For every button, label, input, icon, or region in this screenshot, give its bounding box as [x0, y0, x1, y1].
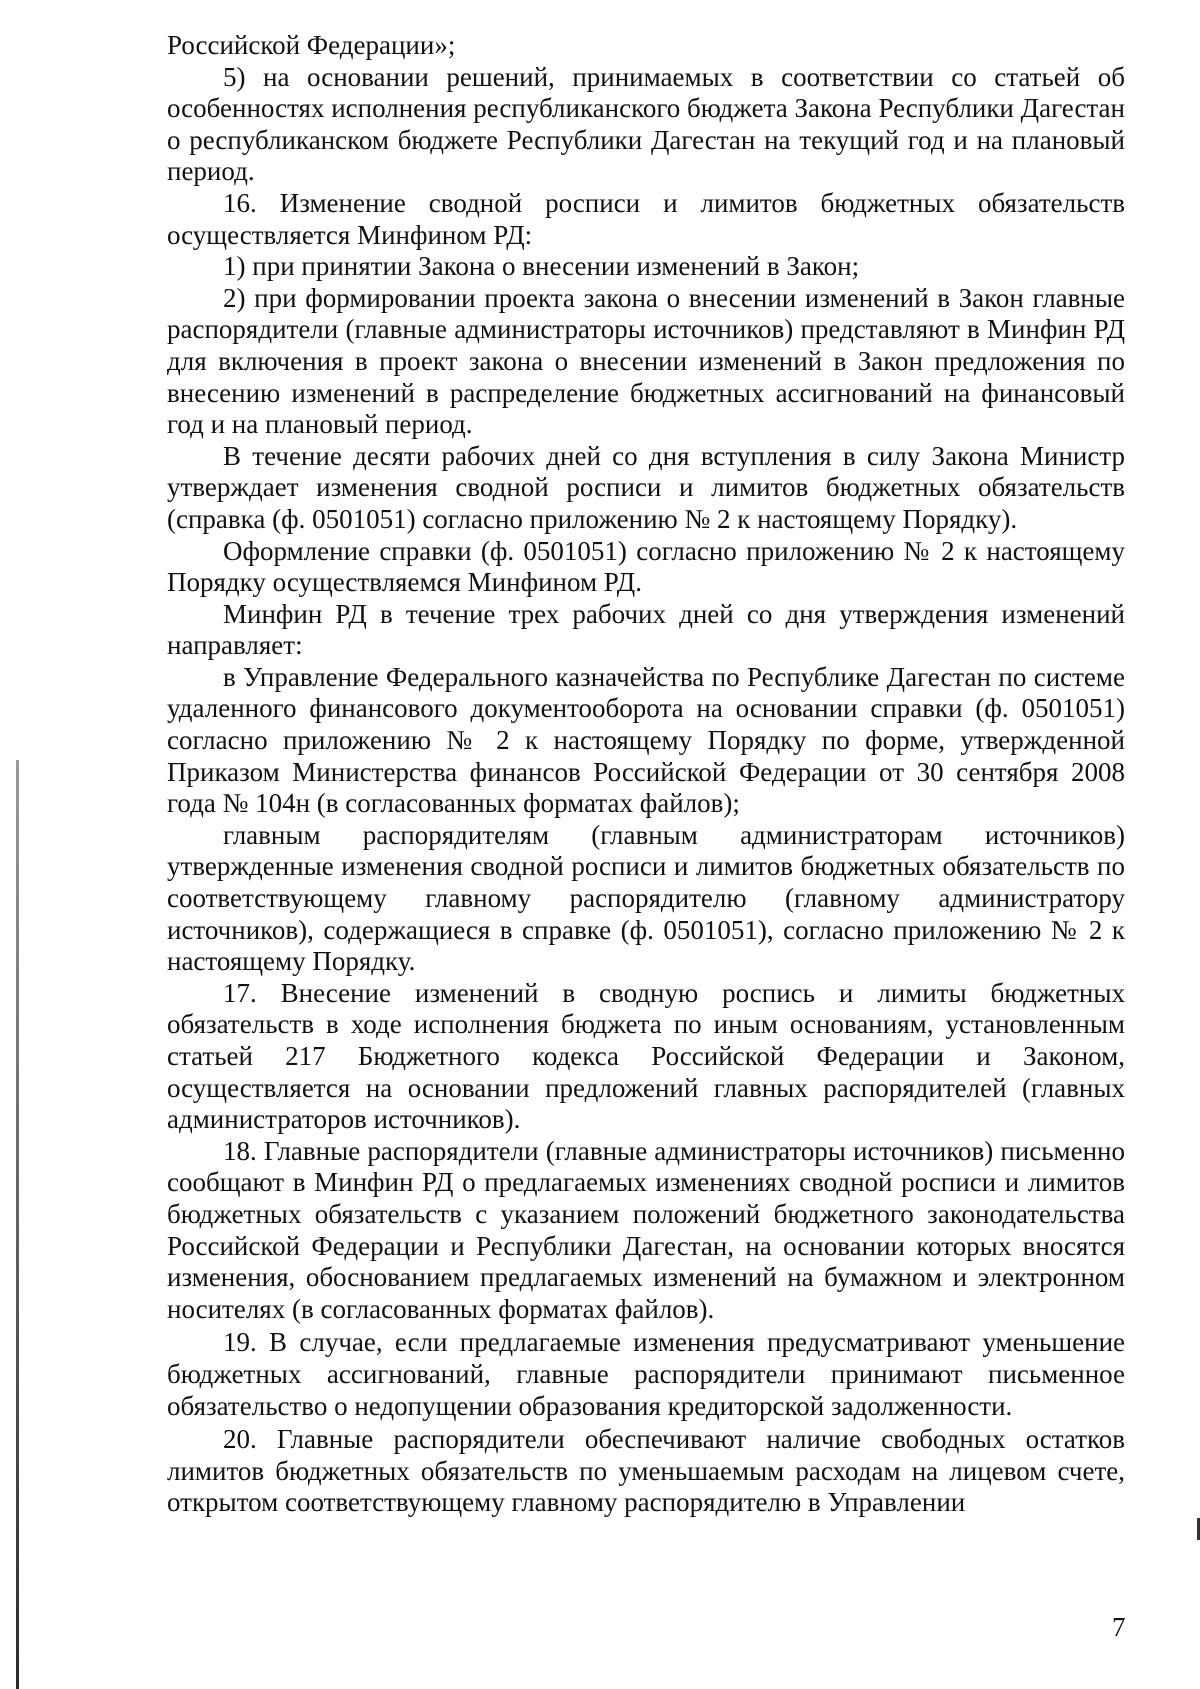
paragraph-20: 20. Главные распорядители обеспечивают наличие свободных остатков лимитов бюджетных обязательств по уменьшаемым расходам на лицевом счете, открытом соответствующему главному распорядителю в Управлении [167, 1424, 1125, 1518]
paragraph-item-5: 5) на основании решений, принимаемых в соответствии со статьей об особенностях исполнения республиканского бюджета Закона Республики Дагестан о республиканском бюджете Республики Дагестан на текущий год и на плановый период. [167, 61, 1125, 187]
paragraph-16: 16. Изменение сводной росписи и лимитов бюджетных обязательств осуществляется Минфином РД: [167, 187, 1125, 250]
paragraph-16-item-1: 1) при принятии Закона о внесении изменений в Закон; [223, 251, 860, 282]
document-body [167, 30, 1125, 1519]
scan-edge-line [16, 760, 19, 1689]
paragraph-continuation: Российской Федерации»; [167, 30, 456, 60]
paragraph-certificate-form: Оформление справки (ф. 0501051) согласно приложению № 2 к настоящему Порядку осуществляемся Минфином РД. [167, 535, 1125, 598]
paragraph-18: 18. Главные распорядители (главные администраторы источников) письменно сообщают в Минфин РД о предлагаемых изменениях сводной росписи и лимитов бюджетных обязательств с указанием положений бюджетного законодательства Российской Федерации и Республики Дагестан, на основании которых вносятся изменения, обоснованием предлагаемых изменений на бумажном и электронном носителях (в согласованных форматах файлов). [167, 1135, 1125, 1324]
paragraph-minfin-sends: Минфин РД в течение трех рабочих дней со дня утверждения изменений направляет: [167, 598, 1125, 661]
page-number: 7 [1112, 1612, 1126, 1642]
paragraph-17: 17. Внесение изменений в сводную роспись и лимиты бюджетных обязательств в ходе исполнения бюджета по иным основаниям, установленным статьей 217 Бюджетного кодекса Российской Федерации и Законом, осуществляется на основании предложений главных распорядителей (главных администраторов источников). [167, 977, 1125, 1135]
paragraph-16-item-2: 2) при формировании проекта закона о внесении изменений в Закон главные распорядители (главные администраторы источников) представляют в Минфин РД для включения в проект закона о внесении изменений в Закон предложения по внесению изменений в распределение бюджетных ассигнований на финансовый год и на плановый период. [167, 282, 1125, 440]
paragraph-minister-approval: В течение десяти рабочих дней со дня вступления в силу Закона Министр утверждает изменения сводной росписи и лимитов бюджетных обязательств (справка (ф. 0501051) согласно приложению № 2 к настоящему Порядку). [167, 440, 1125, 534]
paragraph-19: 19. В случае, если предлагаемые изменения предусматривают уменьшение бюджетных ассигнований, главные распорядители принимают письменное обязательство о недопущении образования кредиторской задолженности. [167, 1327, 1125, 1421]
paragraph-treasury: в Управление Федерального казначейства по Республике Дагестан по системе удаленного финансового документооборота на основании справки (ф. 0501051) согласно приложению № 2 к настоящему Порядку по форме, утвержденной Приказом Министерства финансов Российской Федерации от 30 сентября 2008 года № 104н (в согласованных форматах файлов); [167, 661, 1125, 819]
paragraph-main-managers: главным распорядителям (главным администраторам источников) утвержденные изменения сводной росписи и лимитов бюджетных обязательств по соответствующему главному распорядителю (главному администратору источников), содержащиеся в справке (ф. 0501051), согласно приложению № 2 к настоящему Порядку. [167, 819, 1125, 977]
